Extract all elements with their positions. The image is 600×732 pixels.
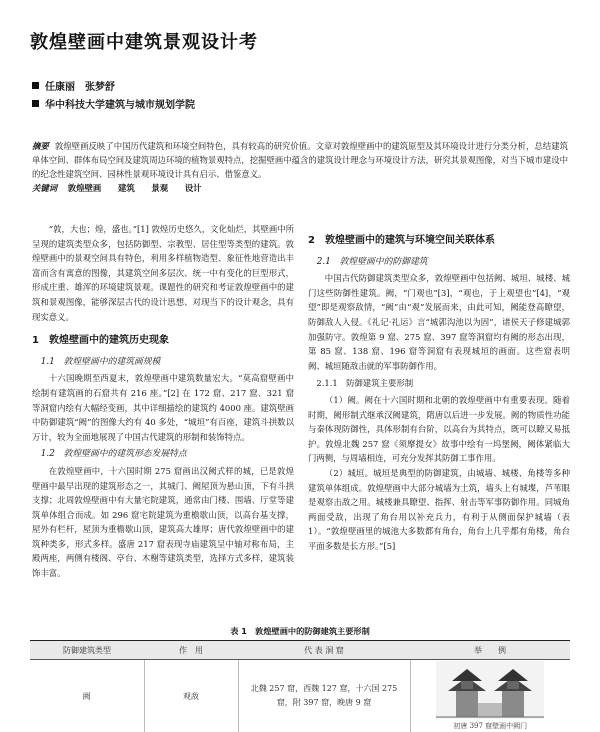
paragraph-1-1: 十六国晚期至西夏末，敦煌壁画中建筑数量宏大。“莫高窟壁画中绘制有建筑画的石窟共有 216 座。”[2] 在 172 窟、217 窟、321 窟等洞窟内绘有大幅经变画，其中详细描绘的建筑约 4000 座。建筑壁画中防御建筑“阙”的图像大约有 40 多处，“城垣”有百座，建筑斗拱数以万计，较为全面地展现了中国古代建筑的形制和装饰特点。	[32, 371, 294, 444]
authors-line	[32, 78, 115, 93]
subsection-heading-2-1: 2.1 敦煌壁画中的防御建筑	[308, 255, 570, 270]
abstract-text: 敦煌壁画反映了中国历代建筑和环境空间特色，具有较高的研究价值。文章对敦煌壁画中的建筑原型及其环境设计进行分类分析，总结建筑单体空间、群体布局空间及建筑周边环境的植物景观特点，挖掘壁画中蕴含的建筑设计理念与环境设计方法，研究其景观图像，对当下城市建设中的纪念性建筑空间、园林性景观环境设计具有启示、借鉴意义。	[32, 141, 568, 179]
keyword: 景观	[151, 183, 168, 193]
paragraph-chengyuan: （2）城垣。城垣是典型的防御建筑，由城墙、城楼、角楼等多种建筑单体组成。敦煌壁画中大部分城墙为土筑，墙头上有城堞，芦苇眼是观察击敌之用。城楼兼具瞭望、指挥、射击等军事防御作用。同城角两面受敌，出现了角台用以补充兵力，有利于从侧面保护城墙（表1）。“敦煌壁画里的城池大多数都有角台，角台上几乎都有角楼，角台平面多数是长方形。”[5]	[308, 466, 570, 554]
subsection-heading-1-2: 1.2 敦煌壁画中的建筑形态发展特点	[32, 447, 294, 462]
subsection-heading-1-1: 1.1 敦煌壁画中的建筑画规模	[32, 355, 294, 370]
image-caption: 初唐 397 窟壁画中阙门	[412, 721, 570, 731]
cell-function: 观敌	[144, 660, 238, 732]
cell-example	[410, 660, 570, 732]
table-header-cell: 代 表 洞 窟	[238, 641, 410, 660]
intro-paragraph: “敦，大也；煌，盛也。”[1] 敦煌历史悠久，文化灿烂，其壁画中所呈现的建筑类型众多，包括防御型、宗教型、居住型等类型的建筑。敦煌壁画中的景观空间具有特色，利用多样植物造型、象征性地营造出丰富而含有寓意的图像，其建筑空间多层次、统一中有变化的巨型形式，形成庄重、雄浑的环境建筑景观。课题性的研究和考证敦煌壁画中的建筑和景观图像，能够深层古代的设计思想、对现当下的设计观念，具有现实意义。	[32, 222, 294, 324]
affiliation: 华中科技大学建筑与城市规划学院	[45, 96, 195, 111]
paragraph-1-2: 在敦煌壁画中，十六国时期 275 窟画出汉阙式样的城，已是敦煌壁画中最早出现的建筑形态之一，其城门、阙屋顶为悬山顶，下有斗拱支撑；北周敦煌壁画中有大量宅院建筑，通常由门楼、围墙、厅堂等建筑单体组合而成。如 296 窟宅院建筑为重檐歇山顶，以高台基支撑，屋外有栏杆，屋顶为重檐歇山顶，建筑高大雄厚；唐代敦煌壁画中的建筑种类多，形式多样。盛唐 217 窟表现寺庙建筑呈中轴对称布局，主殿两座，两侧有楼阁、亭台、木榭等建筑类型，选择方式多样，建筑装饰丰富。	[32, 464, 294, 581]
keywords	[32, 181, 216, 195]
keyword: 建筑	[118, 183, 135, 193]
cell-type: 阙	[30, 660, 144, 732]
left-column	[32, 222, 294, 581]
paragraph-que: （1）阙。阙在十六国时期和北朝的敦煌壁画中有重要表现。随着时期，阙形制式继承汉阙建筑，隋唐以后进一步发展。阙的物质性功能与秦体现防御性，具体形制有台阶，以高台为其特点，既可以瞭又易抵护。敦煌北魏 257 窟《须摩提女》故事中绘有一坞堡阙，阙体紧临大门两侧，与周墙相连，可充分发挥其防御工事作用。	[308, 393, 570, 466]
bullet-square-icon	[32, 100, 39, 107]
table-header-cell: 举 例	[410, 641, 570, 660]
affiliation-line	[32, 96, 195, 111]
table-caption: 表 1 敦煌壁画中的防御建筑主要形制	[0, 626, 600, 637]
keyword: 敦煌壁画	[68, 183, 102, 193]
table-header-cell: 防御建筑类型	[30, 641, 144, 660]
section-heading-1: 1 敦煌壁画中的建筑历史现象	[32, 334, 294, 349]
bullet-square-icon	[32, 82, 39, 89]
abstract	[32, 139, 568, 181]
paragraph-2-1: 中国古代防御建筑类型众多，敦煌壁画中包括阙、城垣、城楼、城门这些防御性建筑。阙，“门观也”[3]，“观也，于上观望也”[4]，“观望”即是观察敌情，“阙”由“观”发展而来，由此可知，阙能登高瞭望，防御敌人入侵。《礼记·礼运》言“城郭沟池以为固”，诸侯天子修建城郭加强防守。敦煌第 9 窟、275 窟、397 窟等洞窟均有阙的形态出现，第 85 窟、138 窟、196 窟等洞窟有表现城垣的画面。这些窟表明阙、城垣随敌击就的军事防御作用。	[308, 271, 570, 373]
section-heading-2: 2 敦煌壁画中的建筑与环境空间关联体系	[308, 234, 570, 249]
que-gate-mural-image	[436, 661, 544, 719]
defense-architecture-table	[30, 640, 570, 732]
authors: 任康丽 张梦舒	[45, 78, 115, 93]
keyword: 设计	[185, 183, 202, 193]
paper-title: 敦煌壁画中建筑景观设计考	[30, 28, 258, 54]
right-column	[308, 222, 570, 553]
cell-caves: 北魏 257 窟，西魏 127 窟，十六国 275 窟，附 397 窟，晚唐 9 窟	[238, 660, 410, 732]
subsection-heading-2-1-1: 2.1.1 防御建筑主要形制	[308, 376, 570, 391]
keywords-label: 关键词	[32, 183, 57, 193]
table-header-cell: 作 用	[144, 641, 238, 660]
table-header-row	[30, 641, 570, 660]
table-row	[30, 660, 570, 732]
abstract-label: 摘要	[32, 141, 49, 151]
